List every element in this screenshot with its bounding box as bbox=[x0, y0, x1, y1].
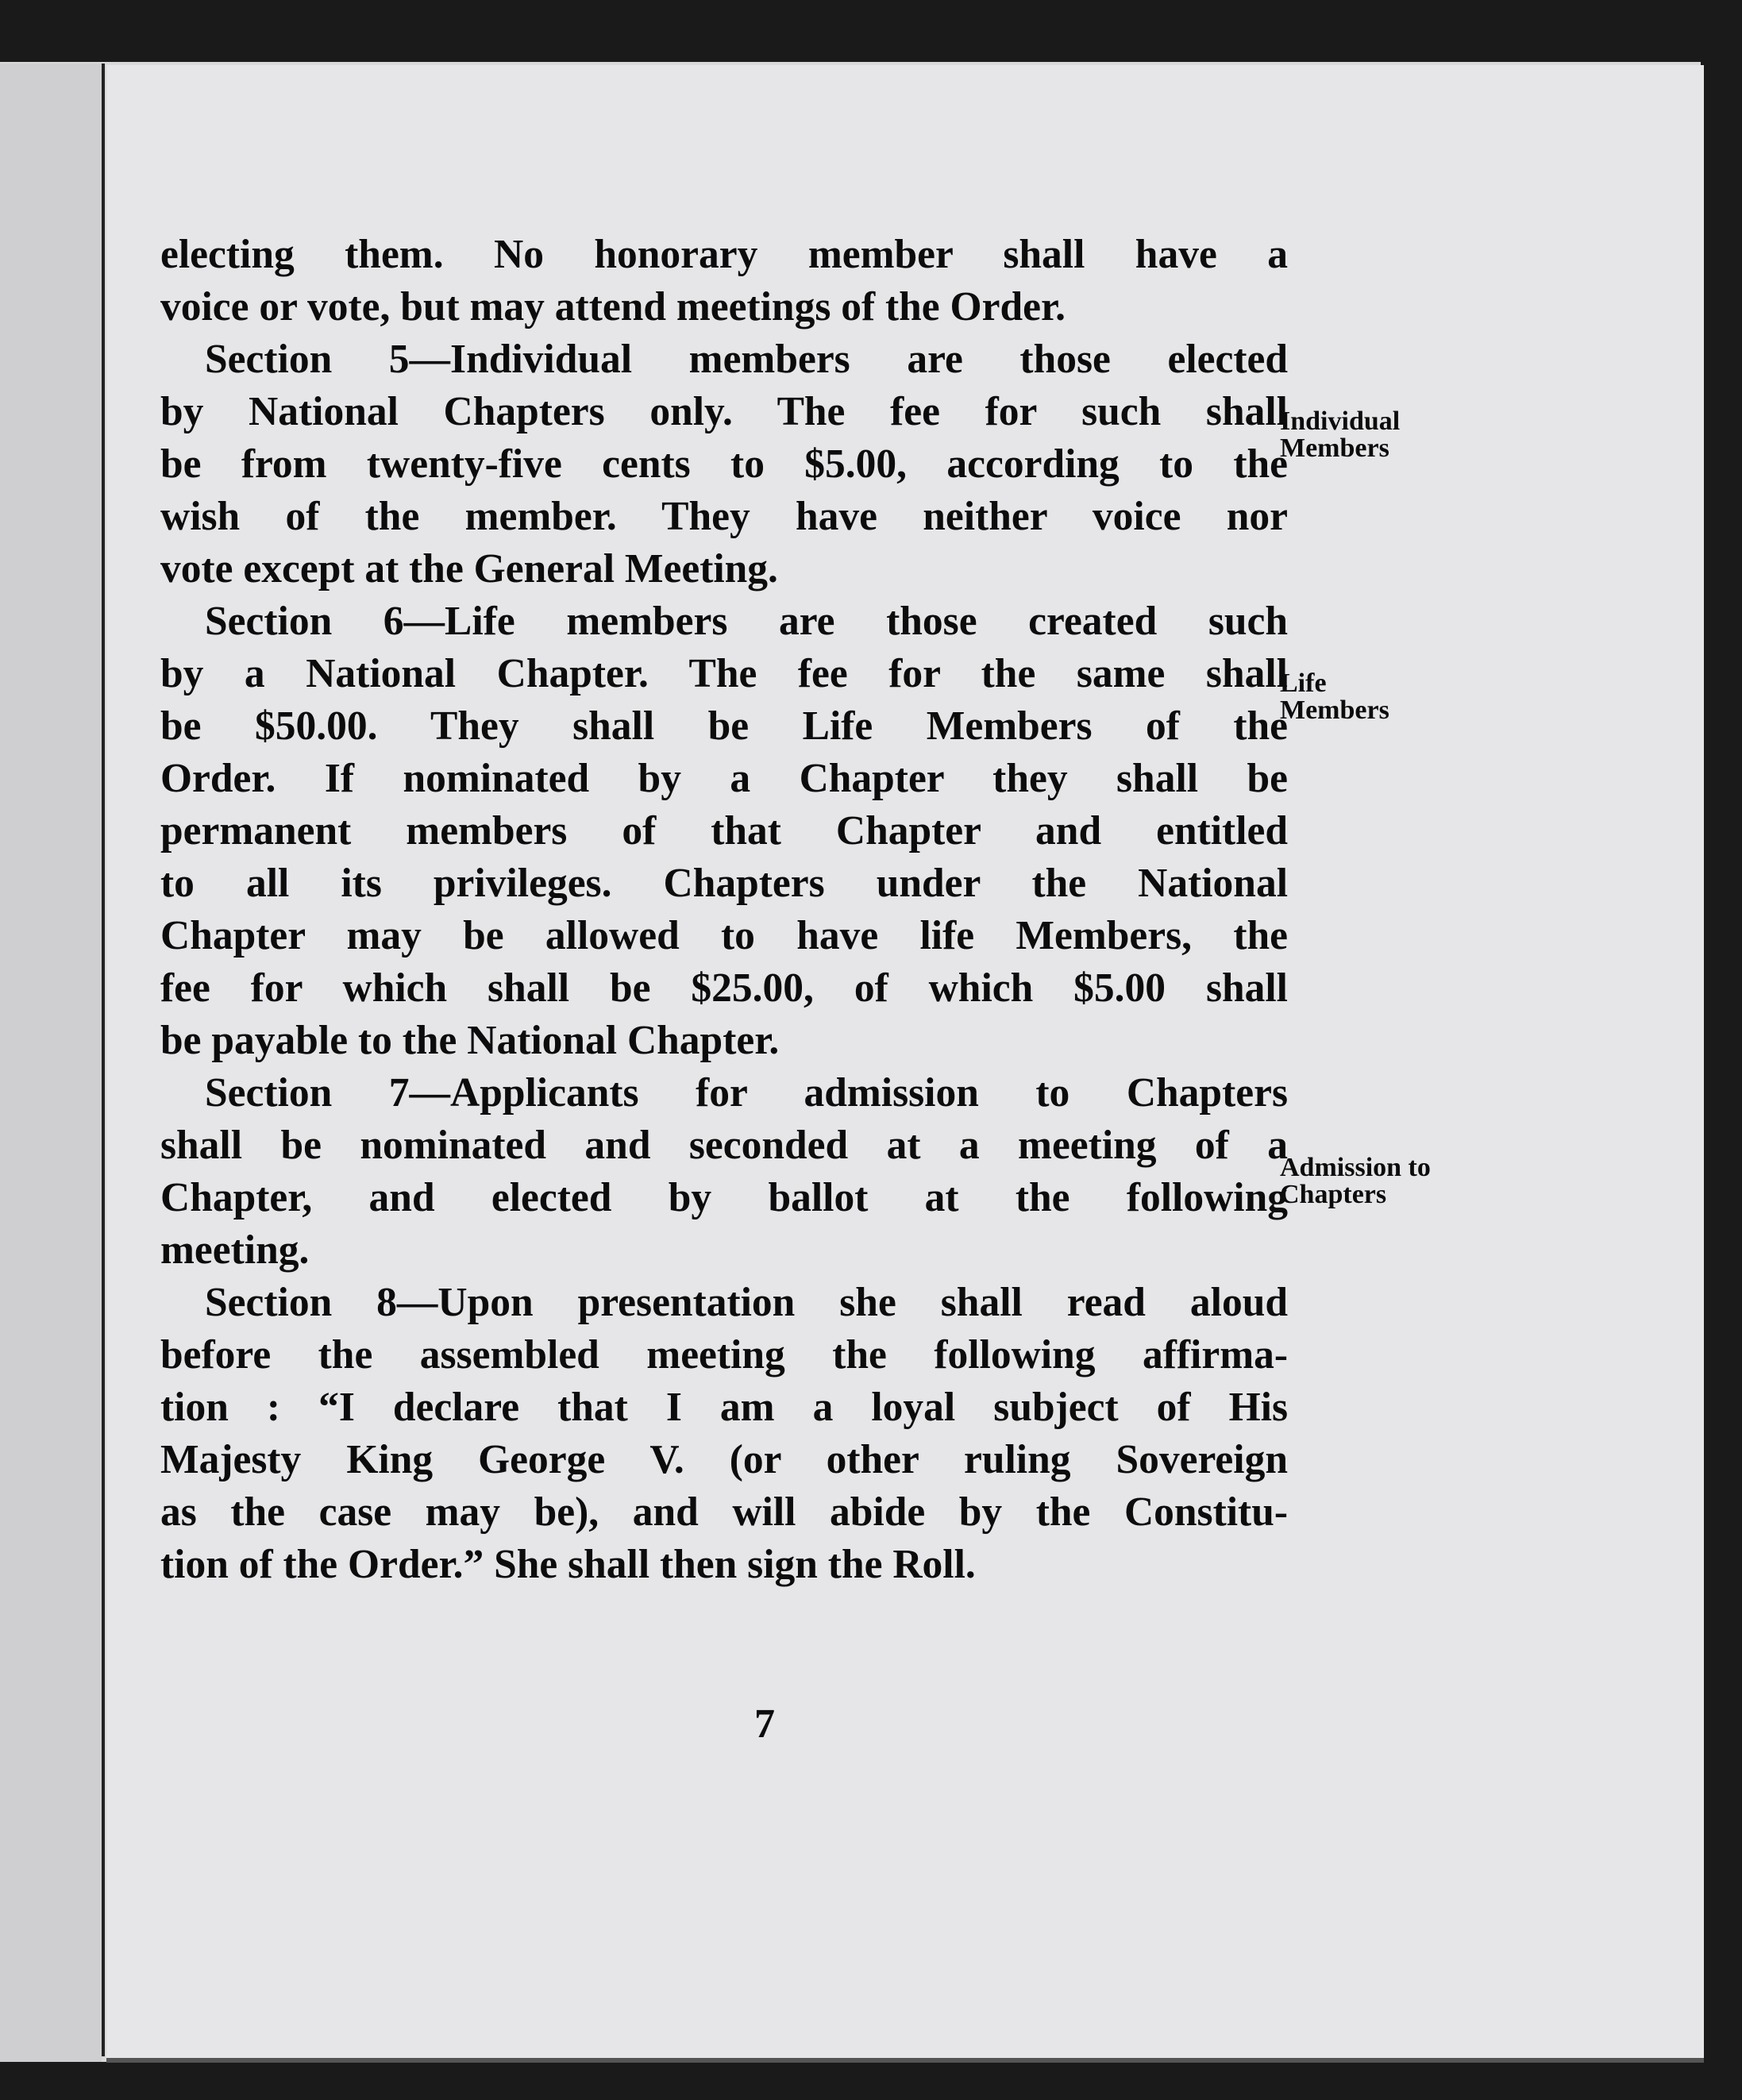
text-line: Chapter may be allowed to have life Members, the bbox=[160, 913, 1288, 958]
margin-note-line: Chapters bbox=[1280, 1180, 1387, 1209]
margin-note-admission-to-chapters bbox=[1280, 1154, 1431, 1208]
text-line: by National Chapters only. The fee for such shall bbox=[160, 389, 1288, 434]
paragraph-section-6 bbox=[160, 595, 1288, 1067]
text-line: as the case may be), and will abide by the Constitu- bbox=[160, 1489, 1288, 1535]
margin-note-line: Individual bbox=[1280, 407, 1401, 436]
text-line: be payable to the National Chapter. bbox=[160, 1018, 780, 1063]
text-line: shall be nominated and seconded at a meeting of a bbox=[160, 1123, 1288, 1168]
paragraph-section-5 bbox=[160, 333, 1288, 595]
facing-page-edge bbox=[0, 64, 102, 2064]
text-line: Section 7—Applicants for admission to Chapters bbox=[205, 1070, 1288, 1116]
text-line: Chapter, and elected by ballot at the following bbox=[160, 1175, 1288, 1220]
scan-border-top bbox=[0, 0, 1742, 62]
body-text bbox=[160, 229, 1288, 1591]
margin-note-line: Members bbox=[1280, 433, 1389, 463]
paragraph-section-8 bbox=[160, 1277, 1288, 1591]
text-line: Order. If nominated by a Chapter they shall be bbox=[160, 756, 1288, 801]
text-line: electing them. No honorary member shall have a bbox=[160, 232, 1288, 277]
text-line: tion : “I declare that I am a loyal subject of His bbox=[160, 1385, 1288, 1430]
page-binding-edge bbox=[102, 64, 105, 2056]
scan-border-right bbox=[1701, 0, 1742, 2100]
margin-note-line: Members bbox=[1280, 696, 1389, 725]
text-line: before the assembled meeting the following affirma- bbox=[160, 1332, 1288, 1378]
text-line: Section 5—Individual members are those elected bbox=[205, 337, 1288, 382]
text-line: voice or vote, but may attend meetings of the Order. bbox=[160, 284, 1066, 329]
text-line: Section 8—Upon presentation she shall read aloud bbox=[205, 1280, 1288, 1325]
text-line: meeting. bbox=[160, 1227, 310, 1273]
paragraph-continuation bbox=[160, 229, 1288, 333]
margin-note-life-members bbox=[1280, 670, 1389, 724]
text-line: fee for which shall be $25.00, of which $5.00 shall bbox=[160, 965, 1288, 1011]
margin-note-line: Life bbox=[1280, 669, 1327, 698]
text-line: be from twenty-five cents to $5.00, according to the bbox=[160, 441, 1288, 487]
text-line: vote except at the General Meeting. bbox=[160, 546, 778, 591]
paragraph-section-7 bbox=[160, 1067, 1288, 1277]
scan-border-bottom bbox=[0, 2062, 1742, 2100]
text-line: by a National Chapter. The fee for the same shall bbox=[160, 651, 1288, 696]
margin-note-individual-members bbox=[1280, 408, 1400, 462]
text-line: to all its privileges. Chapters under the National bbox=[160, 861, 1288, 906]
page-number: 7 bbox=[754, 1701, 775, 1747]
margin-note-line: Admission to bbox=[1280, 1153, 1431, 1182]
text-line: permanent members of that Chapter and entitled bbox=[160, 808, 1288, 853]
text-line: tion of the Order.” She shall then sign the Roll. bbox=[160, 1542, 976, 1587]
text-line: wish of the member. They have neither voice nor bbox=[160, 494, 1288, 539]
text-line: Majesty King George V. (or other ruling Sovereign bbox=[160, 1437, 1288, 1482]
text-line: be $50.00. They shall be Life Members of the bbox=[160, 703, 1288, 749]
text-line: Section 6—Life members are those created such bbox=[205, 599, 1288, 644]
